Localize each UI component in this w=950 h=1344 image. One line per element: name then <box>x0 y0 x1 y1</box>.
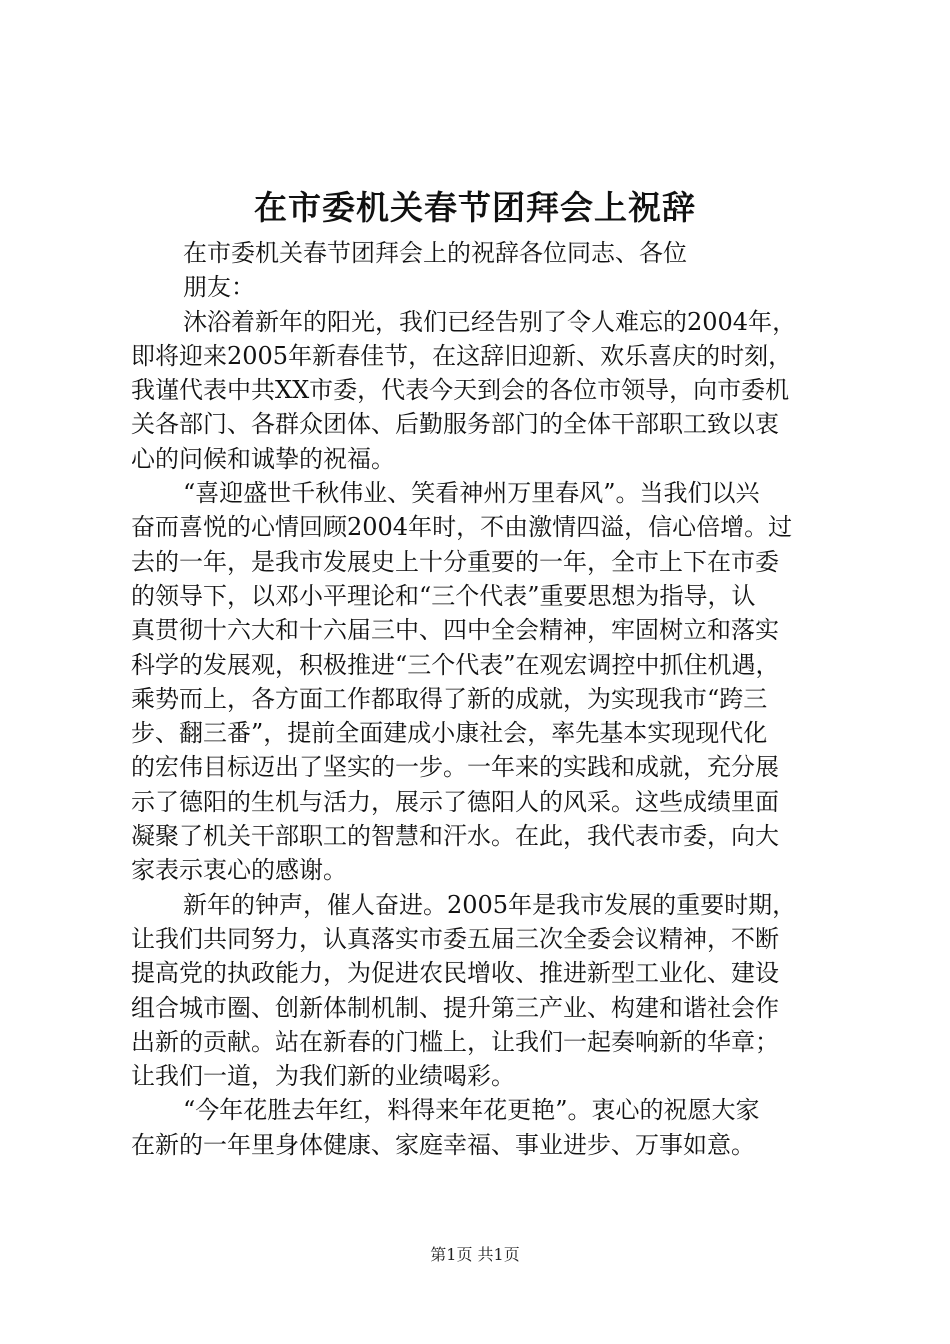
text-line: 家表示衷心的感谢。 <box>131 856 347 885</box>
text-line: 在新的一年里身体健康、家庭幸福、事业进步、万事如意。 <box>131 1130 755 1159</box>
text-line: 心的问候和诚挚的祝福。 <box>131 444 395 473</box>
text-line: “喜迎盛世千秋伟业、笑看神州万里春风”。当我们以兴 <box>183 479 760 508</box>
text-line: 朋友： <box>183 273 255 302</box>
text-line: 提高党的执政能力，为促进农民增收、推进新型工业化、建设 <box>131 959 779 988</box>
text-line: 的宏伟目标迈出了坚实的一步。一年来的实践和成就，充分展 <box>131 753 779 782</box>
text-line: 即将迎来2005年新春佳节，在这辞旧迎新、欢乐喜庆的时刻， <box>131 341 793 370</box>
text-line: 沐浴着新年的阳光，我们已经告别了令人难忘的2004年， <box>183 307 797 336</box>
text-line: 科学的发展观，积极推进“三个代表”在观宏调控中抓住机遇， <box>131 650 780 679</box>
text-line: 的领导下，以邓小平理论和“三个代表”重要思想为指导，认 <box>131 581 756 610</box>
text-line: 我谨代表中共XX市委，代表今天到会的各位市领导，向市委机 <box>131 376 790 405</box>
text-line: 去的一年，是我市发展史上十分重要的一年，全市上下在市委 <box>131 547 779 576</box>
text-line: “今年花胜去年红，料得来年花更艳”。衷心的祝愿大家 <box>183 1096 760 1125</box>
document-title: 在市委机关春节团拜会上祝辞 <box>254 188 696 227</box>
text-line: 步、翻三番”，提前全面建成小康社会，率先基本实现现代化 <box>131 719 768 748</box>
page-footer: 第1页 共1页 <box>430 1245 520 1264</box>
text-line: 奋而喜悦的心情回顾2004年时，不由激情四溢，信心倍增。过 <box>131 513 793 542</box>
text-line: 关各部门、各群众团体、后勤服务部门的全体干部职工致以衷 <box>131 410 779 439</box>
text-line: 凝聚了机关干部职工的智慧和汗水。在此，我代表市委，向大 <box>131 822 779 851</box>
text-line: 乘势而上，各方面工作都取得了新的成就，为实现我市“跨三 <box>131 684 768 713</box>
text-line: 真贯彻十六大和十六届三中、四中全会精神，牢固树立和落实 <box>131 616 779 645</box>
text-line: 组合城市圈、创新体制机制、提升第三产业、构建和谐社会作 <box>131 993 779 1022</box>
text-line: 让我们一道，为我们新的业绩喝彩。 <box>131 1062 515 1091</box>
text-line: 出新的贡献。站在新春的门槛上，让我们一起奏响新的华章； <box>131 1027 779 1056</box>
document-body <box>131 236 831 1162</box>
text-line: 让我们共同努力，认真落实市委五届三次全委会议精神，不断 <box>131 924 779 953</box>
text-line: 在市委机关春节团拜会上的祝辞各位同志、各位 <box>183 239 687 267</box>
text-line: 示了德阳的生机与活力，展示了德阳人的风采。这些成绩里面 <box>131 787 779 816</box>
text-line: 新年的钟声，催人奋进。2005年是我市发展的重要时期， <box>183 890 797 919</box>
